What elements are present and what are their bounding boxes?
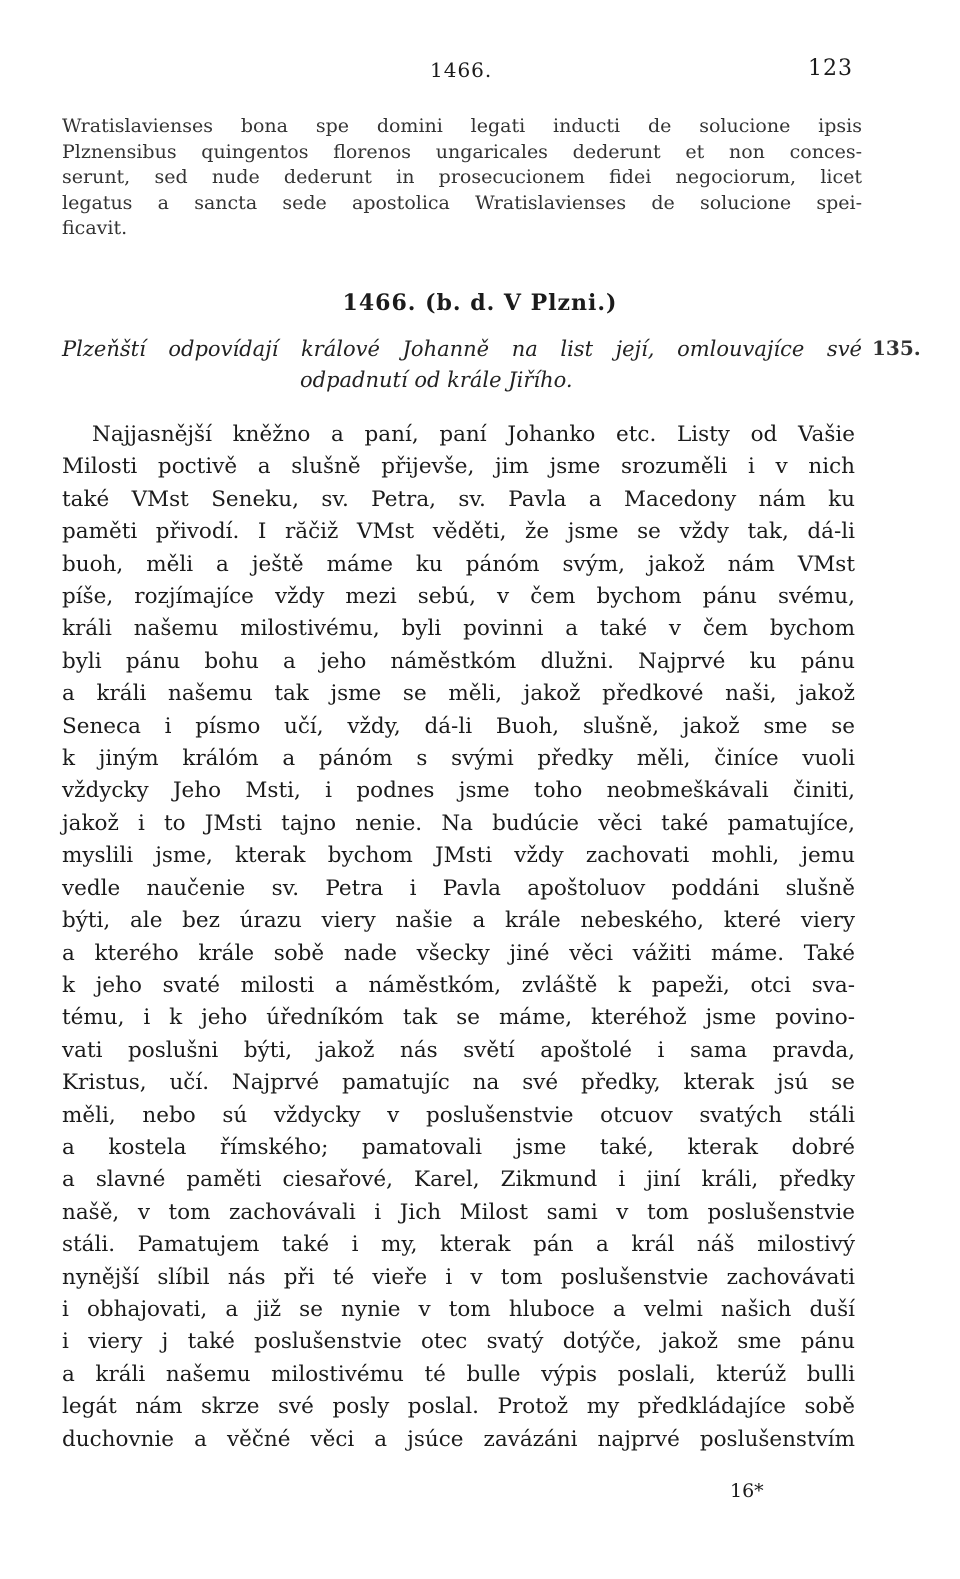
body-line: a kostela římského; pamatovali jsme také, kterak dobré [62, 1134, 855, 1160]
body-line: vedle naučenie sv. Petra i Pavla apoštoluov poddáni slušně [62, 875, 855, 901]
body-line: píše, rozjímajíce vždy mezi sebú, v čem bychom pánu svému, [62, 584, 855, 610]
latin-line: serunt, sed nude dederunt in prosecucionem fidei negociorum, licet [62, 166, 862, 188]
body-line: a kterého krále sobě nade všecky jiné věci vážiti máme. Také [62, 940, 855, 966]
body-line: k jiným králóm a pánóm s svými předky měli, činíce vuoli [62, 746, 855, 772]
body-line: stáli. Pamatujem také i my, kterak pán a král náš milostivý [62, 1232, 855, 1258]
body-line: paměti přivodí. I răčiž VMst věděti, že jsme se vždy tak, dá-li [62, 519, 855, 545]
body-line: buoh, měli a ještě máme ku pánóm svým, jakož nám VMst [62, 551, 855, 577]
body-line: vždycky Jeho Msti, i podnes jsme toho neobmeškávali činiti, [62, 778, 855, 804]
document-heading: 1466. (b. d. V Plzni.) [342, 290, 618, 316]
body-line: legát nám skrze své posly poslal. Protož my předkládajíce sobě [62, 1394, 855, 1420]
document-number: 135. [872, 336, 921, 360]
latin-line: legatus a sancta sede apostolica Wratislavienses de solucione spei- [62, 191, 862, 214]
regest-line: Plzeňští odpovídají králové Johanně na list její, omlouvajíce své [62, 337, 862, 361]
running-head-year: 1466. [430, 58, 493, 82]
body-line: a králi našemu milostivému té bulle výpis poslali, kterúž bulli [62, 1361, 855, 1387]
signature-mark: 16* [730, 1480, 764, 1502]
body-line: králi našemu milostivému, byli povinni a také v čem bychom [62, 616, 855, 642]
body-line: jakož i to JMsti tajno nenie. Na budúcie věci také pamatujíce, [62, 810, 855, 836]
body-line: Milosti poctivě a slušně přijevše, jim jsme srozuměli i v nich [62, 454, 855, 480]
body-line: myslili jsme, kterak bychom JMsti vždy zachovati mohli, jemu [62, 843, 855, 869]
latin-line: Wratislavienses bona spe domini legati inducti de solucione ipsis [62, 115, 862, 137]
body-line: a slavné paměti ciesařové, Karel, Zikmund i jiní králi, předky [62, 1167, 855, 1193]
body-line: i viery j také poslušenstvie otec svatý dotýče, jakož sme pánu [62, 1329, 855, 1355]
body-line: k jeho svaté milosti a náměstkóm, zvláště k papeži, otci sva- [62, 972, 855, 998]
body-line: měli, nebo sú vždycky v poslušenstvie otcuov svatých stáli [62, 1102, 855, 1128]
body-line: duchovnie a věčné věci a jsúce zavázáni najprvé poslušenstvím [62, 1426, 855, 1452]
document-regest [62, 334, 862, 396]
body-line: tému, i k jeho úředníkóm tak se máme, kteréhož jsme povino- [62, 1005, 855, 1031]
latin-paragraph [62, 114, 862, 242]
latin-line: ficavit. [62, 217, 128, 239]
body-line: býti, ale bez úrazu viery našie a krále nebeského, které viery [62, 908, 855, 934]
body-line: Kristus, učí. Najprvé pamatujíc na své předky, kterak jsú se [62, 1070, 855, 1096]
page-number: 123 [808, 56, 853, 81]
body-line: vati poslušni býti, jakož nás světí apoštolé i sama pravda, [62, 1037, 855, 1063]
body-line: také VMst Seneku, sv. Petra, sv. Pavla a Macedony nám ku [62, 486, 855, 512]
regest-line: odpadnutí od krále Jiřího. [300, 368, 573, 392]
body-line: a králi našemu tak jsme se měli, jakož předkové naši, jakož [62, 681, 855, 707]
body-line: Najjasnější kněžno a paní, paní Johanko etc. Listy od Vašie [92, 422, 855, 447]
latin-line: Plznensibus quingentos florenos ungaricales dederunt et non conces- [62, 140, 862, 163]
body-line: i obhajovati, a již se nynie v tom hluboce a velmi našich duší [62, 1296, 855, 1322]
body-line: byli pánu bohu a jeho náměstkóm dlužni. Najprvé ku pánu [62, 648, 855, 674]
body-line: našě, v tom zachovávali i Jich Milost sami v tom poslušenstvie [62, 1199, 855, 1225]
body-line: nynější slíbil nás při té vieře i v tom poslušenstvie zachovávati [62, 1264, 855, 1290]
letter-body [62, 419, 855, 1456]
body-line: Seneca i písmo učí, vždy, dá-li Buoh, slušně, jakož sme se [62, 713, 855, 739]
